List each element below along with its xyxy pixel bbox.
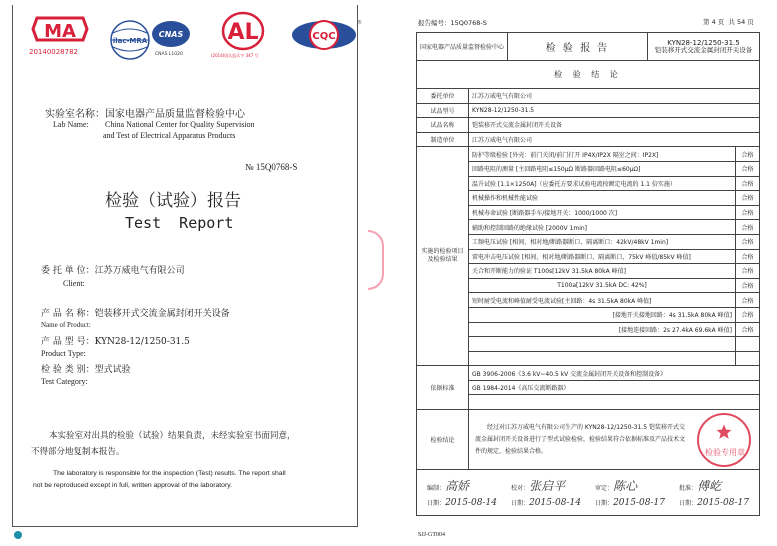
- disclaimer-en-1: The laboratory is responsible for the inspection (Test) results. The report shall: [53, 470, 286, 477]
- field-client: [41, 263, 341, 306]
- disclaimer-cn-2: 不得部分地复制本报告。: [31, 447, 125, 457]
- test-item: 回路电阻的测量 [主回路电阻≤150μΩ 断路器回路电阻≤60μΩ]: [469, 161, 736, 176]
- test-result: 合格: [736, 249, 760, 264]
- field-label-en: Client:: [63, 279, 85, 288]
- field-label: 委 托 单 位：: [41, 266, 95, 276]
- cnas-caption: CNAS L1020: [155, 52, 183, 57]
- test-item: 关合和开断能力的验证 T100s[12kV 31.5kA 80kA 峰值]: [469, 264, 736, 279]
- inspection-seal: [697, 413, 751, 467]
- lab-name-cn: [45, 105, 245, 120]
- signature-date: 2015-08-14: [529, 498, 581, 509]
- test-result: 合格: [736, 293, 760, 308]
- field-label-en: Test Category:: [41, 377, 88, 386]
- test-item: T100a[12kV 31.5kA DC: 42%]: [469, 278, 736, 293]
- signature-date: 2015-08-14: [445, 498, 497, 509]
- header-product-name: 铠装移开式交流金属封闭开关设备: [654, 45, 753, 54]
- report-number-header: 报告编号：15Q0768-S: [418, 19, 487, 27]
- test-result: 合格: [736, 191, 760, 206]
- standard-item: GB 3906-2006《3.6 kV~40.5 kV 交流金属封闭开关设备和控制设备》: [469, 366, 760, 381]
- signature-date: 2015-08-17: [613, 498, 665, 509]
- ilac-mra-logo: [109, 19, 151, 65]
- field-label: 产 品 名 称：: [41, 309, 95, 319]
- conclusion-table: [416, 60, 760, 516]
- field-label-en: Product Type:: [41, 349, 86, 358]
- test-item-row: [417, 322, 760, 337]
- conclusion-text: 经过对江苏万威电气有限公司生产的 KYN28-12/1250-31.5 铠装移开式交流金属封闭开关设备进行了型式试验检验，检验结果符合依据标准及产品技术文件的规定，检验结果合格。: [475, 423, 686, 455]
- header-org: 国家电器产品质量监督检验中心: [417, 33, 508, 61]
- test-item-row: [417, 205, 760, 220]
- test-item: 辅助和控制回路的绝缘试验 [2000V 1min]: [469, 220, 736, 235]
- field-label: 检 验 类 别：: [41, 365, 95, 375]
- info-label: 委托单位: [417, 89, 469, 104]
- signature-role: 编制：: [427, 485, 446, 493]
- test-result: [736, 337, 760, 352]
- field-value: 型式试验: [94, 365, 131, 375]
- info-row: [417, 103, 760, 118]
- field-product-name: [41, 306, 341, 334]
- svg-text:AL: AL: [227, 20, 259, 45]
- cqc-logo: [291, 17, 361, 55]
- test-result: [736, 351, 760, 366]
- conclusion-cell: [469, 410, 760, 470]
- test-item-row: [417, 176, 760, 191]
- signature-date: 2015-08-17: [697, 498, 749, 509]
- disclaimer-cn-1: 本实验室对出具的检验（试验）结果負责，未经实验室书面同意，: [49, 431, 296, 441]
- cal-logo: [221, 11, 265, 55]
- test-result: 合格: [736, 322, 760, 337]
- report-number: № 15Q0768-S: [245, 162, 298, 172]
- report-title-cn: 检验（试验）报告: [105, 191, 241, 211]
- field-value: KYN28-12/1250-31.5: [94, 337, 190, 347]
- test-item-row: [417, 220, 760, 235]
- lab-name-en-1: China National Center for Quality Supervision: [105, 120, 255, 129]
- test-item-row: [417, 249, 760, 264]
- test-result: 合格: [736, 205, 760, 220]
- test-item-row: [417, 337, 760, 352]
- signature-block: [427, 477, 497, 508]
- seal-text: 检验专用章: [705, 448, 745, 458]
- cal-caption: (2014)国认监认字 347 号: [211, 53, 259, 58]
- test-item: 短时耐受电流和峰值耐受电流试验[主回路：4s 31.5kA 80kA 峰值]: [469, 293, 736, 308]
- test-item: 工频电压试验 [相间、相对地/断路器断口、隔离断口：42kV/48kV 1min]: [469, 234, 736, 249]
- signature-block: [679, 477, 749, 508]
- test-result: 合格: [736, 220, 760, 235]
- field-test-category: [41, 362, 341, 386]
- field-value: 江苏万威电气有限公司: [94, 266, 185, 276]
- test-result: 合格: [736, 307, 760, 322]
- info-row: [417, 132, 760, 147]
- page-mark-icon: [14, 531, 22, 539]
- svg-text:ilac-MRA: ilac-MRA: [112, 37, 148, 45]
- test-item-row: [417, 234, 760, 249]
- signature: 陈心: [613, 479, 638, 494]
- cma-number: 20140028782: [29, 48, 78, 56]
- signature-role: 审定：: [595, 485, 614, 493]
- seal-edge: [368, 230, 384, 290]
- header-row: [417, 33, 760, 61]
- signature-area: [417, 470, 760, 516]
- test-result: 合格: [736, 234, 760, 249]
- field-list: [41, 263, 341, 386]
- header-model: [648, 33, 760, 61]
- date-label: 日期：: [595, 500, 614, 508]
- test-item: 防护等级检验 [外壳：前门关闭/前门打开 IP4X/IP2X 隔室之间：IP2X]: [469, 147, 736, 162]
- field-label-en: Name of Product:: [41, 321, 91, 329]
- test-result: 合格: [736, 278, 760, 293]
- items-label: 实施的检验项目及检验结果: [417, 147, 469, 366]
- test-item: 机械寿命试验 [断路器手车/接地开关：1000/1000 次]: [469, 205, 736, 220]
- info-value: KYN28-12/1250-31.5: [469, 103, 760, 118]
- signature: 张启平: [529, 479, 566, 494]
- test-item-row: [417, 293, 760, 308]
- date-label: 日期：: [427, 500, 446, 508]
- info-label: 试品名称: [417, 118, 469, 133]
- section-title: 检 验 结 论: [417, 61, 760, 89]
- star-icon: [715, 423, 733, 441]
- test-item: 温升试验 [1.1×1250A]（应委托方要求试验电流按额定电流的 1.1 倍实施）: [469, 176, 736, 191]
- test-item-row: [417, 191, 760, 206]
- test-item: 机械操作和机械性能试验: [469, 191, 736, 206]
- info-row: [417, 118, 760, 133]
- test-item-row: [417, 264, 760, 279]
- info-label: 制造单位: [417, 132, 469, 147]
- page-info: 第 4 页 共 54 页: [703, 18, 754, 26]
- lab-name-en-2: and Test of Electrical Apparatus Products: [103, 131, 236, 140]
- test-result: 合格: [736, 161, 760, 176]
- inspection-table: [416, 32, 760, 61]
- test-item: 雷电冲击电压试验 [相间、相对地/断路器断口、隔离断口，75kV 峰值/85kV 峰值]: [469, 249, 736, 264]
- form-code: SJJ-GT004: [418, 532, 446, 538]
- test-result: 合格: [736, 264, 760, 279]
- test-item-row: [417, 307, 760, 322]
- field-value: 铠装移开式交流金属封闭开关设备: [94, 309, 230, 319]
- info-row: [417, 89, 760, 104]
- date-label: 日期：: [679, 500, 698, 508]
- header-model-number: KYN28-12/1250-31.5: [667, 38, 740, 47]
- test-item: [接地开关接地回路：4s 31.5kA 80kA 峰值]: [469, 307, 736, 322]
- lab-name-en-label: Lab Name:: [53, 120, 89, 129]
- info-value: 江苏万威电气有限公司: [469, 89, 760, 104]
- cnas-logo: [151, 19, 191, 53]
- lab-name-cn-value: 国家电器产品质量监督检验中心: [105, 109, 245, 120]
- test-item-row: [417, 278, 760, 293]
- test-result: 合格: [736, 176, 760, 191]
- svg-text:CQC: CQC: [312, 31, 336, 42]
- standards-label: 依据标准: [417, 366, 469, 410]
- test-item: [469, 351, 736, 366]
- signature-role: 批准：: [679, 485, 698, 493]
- header-title: 检 验 报 告: [508, 33, 648, 61]
- test-item-row: [417, 161, 760, 176]
- info-label: 试品型号: [417, 103, 469, 118]
- field-label: 产 品 型 号：: [41, 337, 95, 347]
- lab-name-cn-label: 实验室名称：: [45, 109, 105, 120]
- report-title-en: Test Report: [125, 214, 234, 232]
- cma-logo: [31, 15, 89, 43]
- field-product-type: [41, 334, 341, 362]
- info-value: 铠装移开式交流金属封闭开关设备: [469, 118, 760, 133]
- test-item-row: [417, 351, 760, 366]
- cover-page: [12, 5, 362, 527]
- disclaimer-en-2: not be reproduced except in full, written approval of the laboratory.: [33, 482, 232, 489]
- test-item: [接地连接回路：2s 27.4kA 69.6kA 峰值]: [469, 322, 736, 337]
- signature: 高娇: [445, 479, 470, 494]
- signature: 傅屹: [697, 479, 722, 494]
- signature-block: [511, 477, 581, 508]
- date-label: 日期：: [511, 500, 530, 508]
- svg-text:MA: MA: [44, 21, 76, 42]
- test-item: [469, 337, 736, 352]
- signature-role: 校对：: [511, 485, 530, 493]
- standard-item: GB 1984-2014《高压交流断路器》: [469, 380, 760, 395]
- conclusion-label: 检验结论: [417, 410, 469, 470]
- signature-block: [595, 477, 665, 508]
- svg-text:®: ®: [357, 20, 362, 26]
- test-item-row: [417, 147, 760, 162]
- info-value: 江苏万威电气有限公司: [469, 132, 760, 147]
- svg-text:CNAS: CNAS: [158, 30, 184, 39]
- test-result: 合格: [736, 147, 760, 162]
